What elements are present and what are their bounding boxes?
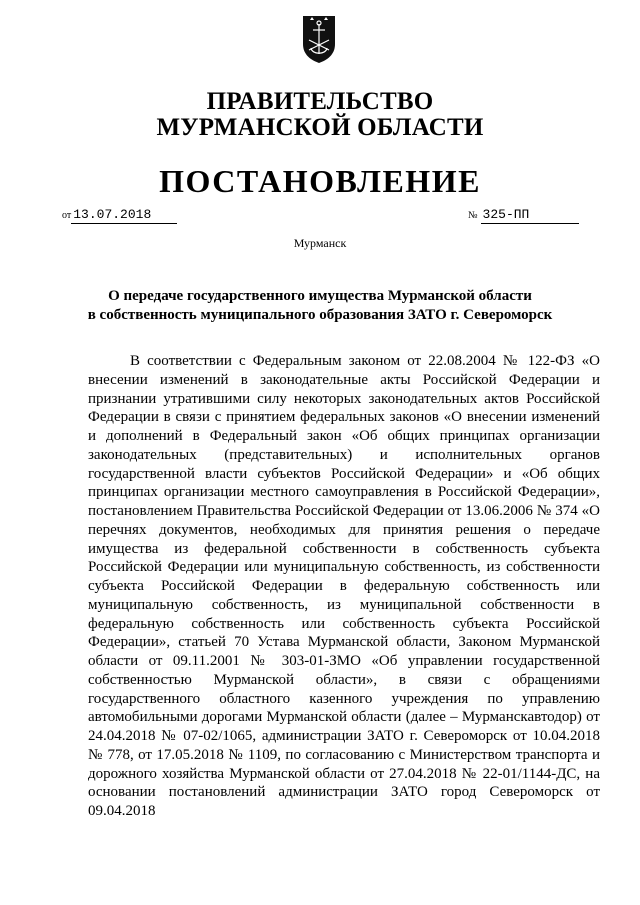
subject-line1: О передаче государственного имущества Мурманской области (108, 288, 532, 304)
document-number: 325-ПП (481, 207, 579, 224)
government-title-line1: ПРАВИТЕЛЬСТВО (206, 88, 434, 115)
body-paragraph: В соответствии с Федеральным законом от 22.08.2004 № 122-ФЗ «О внесении изменений в законодательные акты Российской Федерации и признании утратившими силу некоторых законодательных актов Российской Федерации в связи с принятием федеральных законов «О внесении изменений и дополнений в Федеральный закон «Об общих принципах организации законодательных (представительных) и исполнительных органов государственной власти субъектов Российской Федерации» и «Об общих принципах организации местного самоуправления в Российской Федерации», постановлением Правительства Российской Федерации от 13.06.2006 № 374 «О перечнях документов, необходимых для принятия решения о передаче имущества из федеральной собственности в собственность субъекта Российской Федерации или муниципальную собственность, из собственности субъекта Российской Федерации в федеральную собственность или муниципальную собственность, из муниципальной собственности в федеральную собственность или собственность субъекта Российской Федерации», статьей 70 Устава Мурманской области, Законом Мурманской области от 09.11.2001 № 303-01-ЗМО «Об управлении государственной собственностью Мурманской области», в связи с обращениями государственного областного казенного учреждения по управлению автомобильными дорогами Мурманской области (далее – Мурманскавтодор) от 24.04.2018 № 07-02/1065, администрации ЗАТО г. Североморск от 10.04.2018 № 778, от 17.05.2018 № 1109, по согласованию с Министерством транспорта и дорожного хозяйства Мурманской области от 27.04.2018 № 22-01/1144-ДС, на основании постановлений администрации ЗАТО город Североморск от 09.04.2018 (88, 353, 600, 819)
date-prefix: от (62, 210, 72, 221)
number-prefix: № (468, 210, 478, 221)
document-type-title: ПОСТАНОВЛЕНИЕ (159, 163, 481, 199)
subject-line2: в собственность муниципального образования ЗАТО г. Североморск (87, 307, 553, 323)
coat-of-arms-emblem (300, 14, 338, 64)
city-label: Мурманск (293, 236, 347, 250)
document-date: 13.07.2018 (71, 207, 177, 224)
government-title-line2: МУРМАНСКОЙ ОБЛАСТИ (156, 114, 484, 141)
number-field (468, 206, 579, 224)
date-field (62, 206, 177, 224)
